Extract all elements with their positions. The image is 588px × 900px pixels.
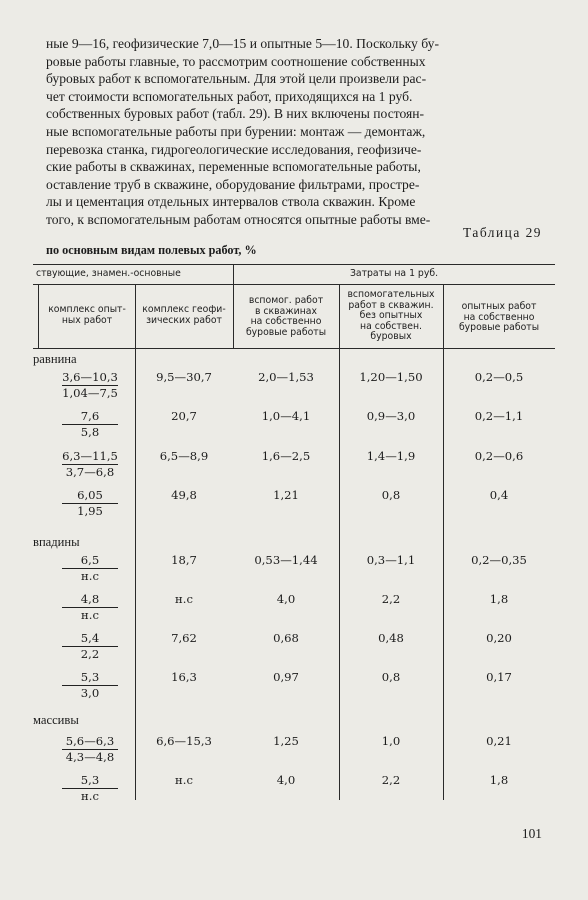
table-cell: 2,2 (381, 592, 401, 606)
column-divider (339, 284, 340, 800)
paragraph-line: оставление труб в скважине, оборудование фильтрами, простре- (46, 176, 420, 192)
table-cell: 4,0 (276, 773, 296, 787)
table-cell: 0,97 (273, 670, 299, 684)
fraction-denominator: н.с (81, 569, 99, 583)
fraction-denominator: н.с (81, 789, 99, 803)
table-cell: 20,7 (171, 409, 197, 423)
header-line: вспомогательных (347, 289, 435, 300)
fraction-numerator: 5,6—6,3 (65, 734, 115, 748)
fraction-numerator: 4,8 (80, 592, 100, 606)
fraction-cell (44, 370, 136, 401)
table-cell: 18,7 (171, 553, 197, 567)
fraction-numerator: 7,6 (80, 409, 100, 423)
fraction-denominator: 4,3—4,8 (65, 750, 115, 764)
fraction-denominator: 3,7—6,8 (65, 465, 115, 479)
fraction-numerator: 5,4 (80, 631, 100, 645)
table-cell: 0,53—1,44 (254, 553, 318, 567)
column-divider (443, 284, 444, 800)
header-line: без опытных (359, 310, 423, 322)
header-line: на собствен. (359, 320, 423, 332)
header-line: зических работ (146, 314, 222, 326)
table-cell: 0,48 (378, 631, 404, 645)
section-label: равнина (33, 352, 77, 366)
header-line: буровых (370, 331, 412, 343)
table-cell: 0,8 (381, 488, 401, 502)
table-cell: 1,8 (489, 592, 509, 606)
header-line: буровые работы (245, 326, 327, 338)
fraction-cell (44, 409, 136, 440)
table-title: по основным видам полевых работ, % (46, 243, 257, 257)
table-cell: 0,2—0,6 (474, 449, 524, 463)
paragraph-line: ные 9—16, геофизические 7,0—15 и опытные 5—10. Поскольку бу- (46, 36, 439, 51)
header-left-group: ствующие, знамен.-основные (36, 268, 181, 279)
table-cell: 16,3 (171, 670, 197, 684)
table-cell: 7,62 (171, 631, 197, 645)
section-label: впадины (33, 535, 80, 549)
table-cell: 0,21 (486, 734, 512, 748)
fraction-denominator: 2,2 (80, 647, 100, 661)
header-col4 (339, 290, 443, 343)
table-cell: 0,2—0,35 (471, 553, 527, 567)
fraction-numerator: 5,3 (80, 670, 100, 684)
section-label: массивы (33, 713, 79, 727)
column-divider (135, 284, 136, 800)
paragraph-line: чет стоимости вспомогательных работ, приходящихся на 1 руб. (46, 88, 413, 104)
paragraph-line: лы и цементация отдельных интервалов ствола скважин. Кроме (46, 194, 416, 210)
fraction-denominator: 5,8 (80, 425, 100, 439)
fraction-numerator: 6,5 (80, 553, 100, 567)
header-bottom-rule (33, 348, 555, 349)
fraction-numerator: 6,05 (77, 488, 103, 502)
table-cell: 6,5—8,9 (159, 449, 209, 463)
fraction-denominator: 1,95 (77, 504, 103, 518)
table-cell: 0,2—1,1 (474, 409, 524, 423)
table-cell: 1,25 (273, 734, 299, 748)
table-cell: 2,2 (381, 773, 401, 787)
table-cell: 49,8 (171, 488, 197, 502)
table-number: Таблица 29 (463, 225, 542, 240)
fraction-cell (44, 773, 136, 804)
table-cell: 1,0—4,1 (261, 409, 311, 423)
fraction-denominator: 3,0 (80, 686, 100, 700)
header-line: комплекс опыт- (48, 304, 126, 315)
fraction-cell (44, 734, 136, 765)
body-paragraph (46, 35, 542, 229)
fraction-cell (44, 631, 136, 662)
paragraph-line: собственных буровых работ (табл. 29). В них включены постоян- (46, 106, 425, 122)
table-cell: 1,4—1,9 (366, 449, 416, 463)
header-line: буровые работы (458, 322, 540, 334)
header-line: в скважинах (254, 305, 318, 317)
table-cell: н.с (175, 592, 193, 606)
header-line: вспомог. работ (248, 295, 324, 306)
fraction-cell (44, 488, 136, 519)
paragraph-line: того, к вспомогательным работам относятся опытные работы вме- (46, 211, 431, 227)
header-line: ных работ (61, 314, 113, 326)
table-cell: 0,20 (486, 631, 512, 645)
header-line: опытных работ (461, 301, 537, 312)
table-cell: 4,0 (276, 592, 296, 606)
table-cell: 0,68 (273, 631, 299, 645)
header-col1 (39, 305, 135, 326)
header-line: работ в скважин. (348, 299, 434, 311)
fraction-denominator: 1,04—7,5 (62, 386, 118, 400)
fraction-cell (44, 670, 136, 701)
table-cell: 9,5—30,7 (156, 370, 212, 384)
fraction-numerator: 5,3 (80, 773, 100, 787)
fraction-cell (44, 449, 136, 480)
fraction-numerator: 3,6—10,3 (62, 370, 118, 384)
table-cell: 0,17 (486, 670, 512, 684)
header-col3 (233, 296, 339, 338)
table-top-rule (33, 264, 555, 265)
table-cell: 1,0 (381, 734, 401, 748)
table-cell: н.с (175, 773, 193, 787)
fraction-denominator: н.с (81, 608, 99, 622)
fraction-numerator: 6,3—11,5 (62, 449, 118, 463)
table-cell: 0,4 (489, 488, 509, 502)
table-cell: 0,3—1,1 (366, 553, 416, 567)
header-line: на собственно (250, 316, 322, 328)
table-cell: 1,20—1,50 (359, 370, 423, 384)
table-cell: 1,21 (273, 488, 299, 502)
paragraph-line: перевозка станка, гидрогеологические исследования, геофизиче- (46, 141, 422, 157)
header-right-group: Затраты на 1 руб. (349, 268, 439, 279)
fraction-cell (44, 592, 136, 623)
page-number: 101 (521, 826, 542, 841)
paragraph-line: ные вспомогательные работы при бурении: монтаж — демонтаж, (46, 123, 426, 139)
table-cell: 1,6—2,5 (261, 449, 311, 463)
table-cell: 2,0—1,53 (258, 370, 314, 384)
header-col2 (135, 305, 233, 326)
header-line: на собственно (463, 311, 535, 323)
header-col5 (443, 302, 555, 334)
paragraph-line: ровые работы главные, то рассмотрим соотношение собственных (46, 53, 426, 69)
table-cell: 0,9—3,0 (366, 409, 416, 423)
table-cell: 1,8 (489, 773, 509, 787)
table-cell: 0,2—0,5 (474, 370, 524, 384)
paragraph-line: ские работы в скважинах, переменные вспомогательные работы, (46, 159, 421, 175)
header-line: комплекс геофи- (142, 304, 226, 315)
table-cell: 6,6—15,3 (156, 734, 212, 748)
table-cell: 0,8 (381, 670, 401, 684)
fraction-cell (44, 553, 136, 584)
paragraph-line: буровых работ к вспомогательным. Для этой цели произвели рас- (46, 71, 427, 87)
header-group-rule (33, 284, 555, 285)
